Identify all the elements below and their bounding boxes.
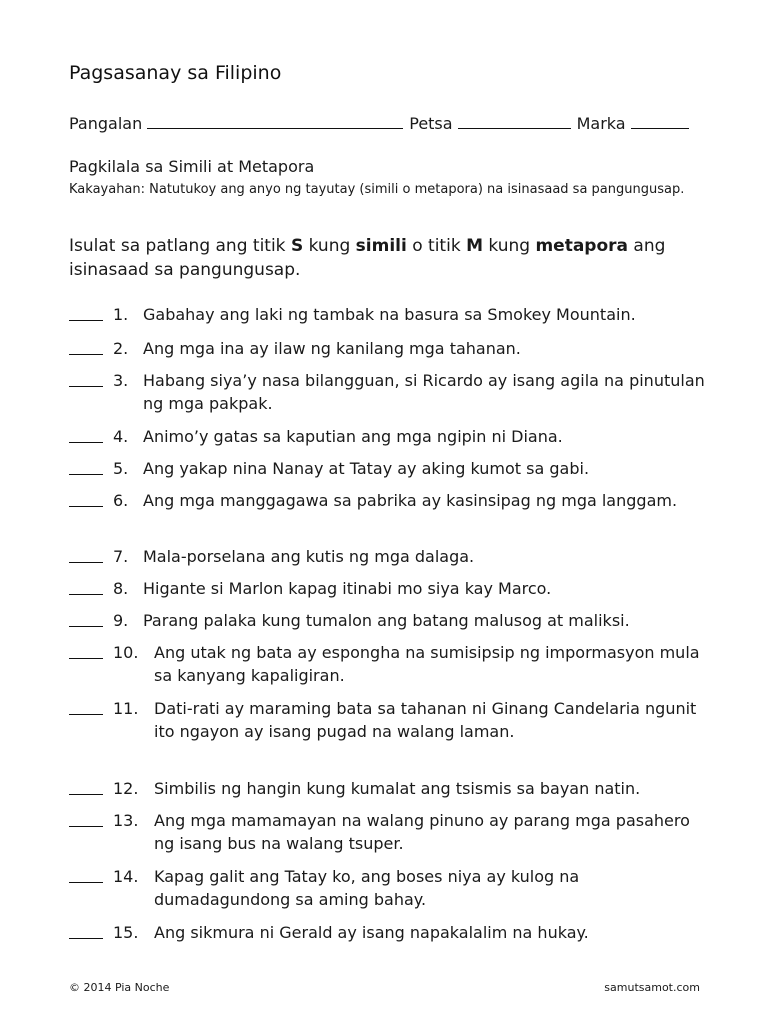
skill-description: Kakayahan: Natutukoy ang anyo ng tayutay (simili o metapora) na isinasaad sa pangungusap. (69, 182, 685, 197)
score-blank[interactable] (631, 113, 689, 129)
item-number: 14. (113, 867, 139, 886)
item-text: Gabahay ang laki ng tambak na basura sa Smokey Mountain. (143, 305, 636, 324)
letter-m: M (466, 236, 483, 256)
word-simili: simili (355, 236, 407, 256)
answer-blank[interactable] (69, 320, 103, 321)
student-info-line (69, 113, 695, 133)
item-text: Kapag galit ang Tatay ko, ang boses niya ay kulog na dumadagundong sa aming bahay. (154, 867, 580, 909)
answer-blank[interactable] (69, 506, 103, 507)
answer-blank[interactable] (69, 938, 103, 939)
item-text: Ang mga ina ay ilaw ng kanilang mga tahanan. (143, 339, 521, 358)
exercise-item (69, 303, 709, 326)
exercise-item (69, 489, 709, 512)
name-label: Pangalan (69, 114, 143, 133)
exercise-item (69, 921, 709, 944)
item-number: 7. (113, 547, 129, 566)
item-number: 3. (113, 371, 129, 390)
answer-blank[interactable] (69, 562, 103, 563)
answer-blank[interactable] (69, 794, 103, 795)
item-number: 1. (113, 305, 129, 324)
letter-s: S (290, 236, 304, 256)
answer-blank[interactable] (69, 386, 103, 387)
item-number: 12. (113, 779, 139, 798)
item-text: Simbilis ng hangin kung kumalat ang tsismis sa bayan natin. (154, 779, 641, 798)
item-text: Ang mga manggagawa sa pabrika ay kasinsipag ng mga langgam. (143, 491, 678, 510)
instruction-text (69, 234, 709, 282)
exercise-item (69, 369, 709, 415)
exercise-item (69, 697, 709, 743)
item-text: Higante si Marlon kapag itinabi mo siya kay Marco. (143, 579, 552, 598)
item-number: 6. (113, 491, 129, 510)
exercise-item (69, 809, 709, 855)
website-text: samutsamot.com (604, 981, 700, 994)
word-metapora: metapora (535, 236, 629, 256)
item-text: Dati-rati ay maraming bata sa tahanan ni Ginang Candelaria ngunit ito ngayon ay isang pugad na walang laman. (154, 699, 697, 741)
score-label: Marka (576, 114, 626, 133)
answer-blank[interactable] (69, 658, 103, 659)
item-number: 5. (113, 459, 129, 478)
item-number: 13. (113, 811, 139, 830)
date-label: Petsa (409, 114, 453, 133)
answer-blank[interactable] (69, 474, 103, 475)
answer-blank[interactable] (69, 826, 103, 827)
item-text: Parang palaka kung tumalon ang batang malusog at maliksi. (143, 611, 630, 630)
instruction-part: o titik (406, 236, 467, 256)
item-number: 8. (113, 579, 129, 598)
item-text: Ang utak ng bata ay espongha na sumisipsip ng impormasyon mula sa kanyang kapaligiran. (154, 643, 700, 685)
exercise-item (69, 545, 709, 568)
item-number: 15. (113, 923, 139, 942)
item-number: 2. (113, 339, 129, 358)
exercise-item (69, 641, 709, 687)
answer-blank[interactable] (69, 594, 103, 595)
answer-blank[interactable] (69, 626, 103, 627)
item-number: 9. (113, 611, 129, 630)
instruction-part: ang isinasaad sa pangungusap. (69, 236, 666, 280)
exercise-item (69, 457, 709, 480)
name-blank[interactable] (147, 113, 403, 129)
instruction-part: kung (482, 236, 536, 256)
copyright-text: © 2014 Pia Noche (69, 981, 170, 994)
exercise-item (69, 425, 709, 448)
item-text: Ang mga mamamayan na walang pinuno ay parang mga pasahero ng isang bus na walang tsuper. (154, 811, 690, 853)
exercise-item (69, 609, 709, 632)
date-blank[interactable] (458, 113, 571, 129)
item-text: Mala-porselana ang kutis ng mga dalaga. (143, 547, 475, 566)
item-number: 11. (113, 699, 139, 718)
section-title: Pagkilala sa Simili at Metapora (69, 157, 315, 176)
item-text: Ang yakap nina Nanay at Tatay ay aking kumot sa gabi. (143, 459, 590, 478)
item-text: Animo’y gatas sa kaputian ang mga ngipin ni Diana. (143, 427, 563, 446)
item-number: 4. (113, 427, 129, 446)
answer-blank[interactable] (69, 882, 103, 883)
instruction-part: kung (303, 236, 356, 256)
page-title: Pagsasanay sa Filipino (69, 62, 282, 84)
item-number: 10. (113, 643, 139, 662)
answer-blank[interactable] (69, 354, 103, 355)
exercise-item (69, 577, 709, 600)
answer-blank[interactable] (69, 714, 103, 715)
exercise-item (69, 337, 709, 360)
exercise-item (69, 865, 709, 911)
answer-blank[interactable] (69, 442, 103, 443)
item-text: Ang sikmura ni Gerald ay isang napakalalim na hukay. (154, 923, 589, 942)
item-text: Habang siya’y nasa bilangguan, si Ricardo ay isang agila na pinutulan ng mga pakpak. (143, 371, 705, 413)
exercise-item (69, 777, 709, 800)
instruction-part: Isulat sa patlang ang titik (69, 236, 291, 256)
